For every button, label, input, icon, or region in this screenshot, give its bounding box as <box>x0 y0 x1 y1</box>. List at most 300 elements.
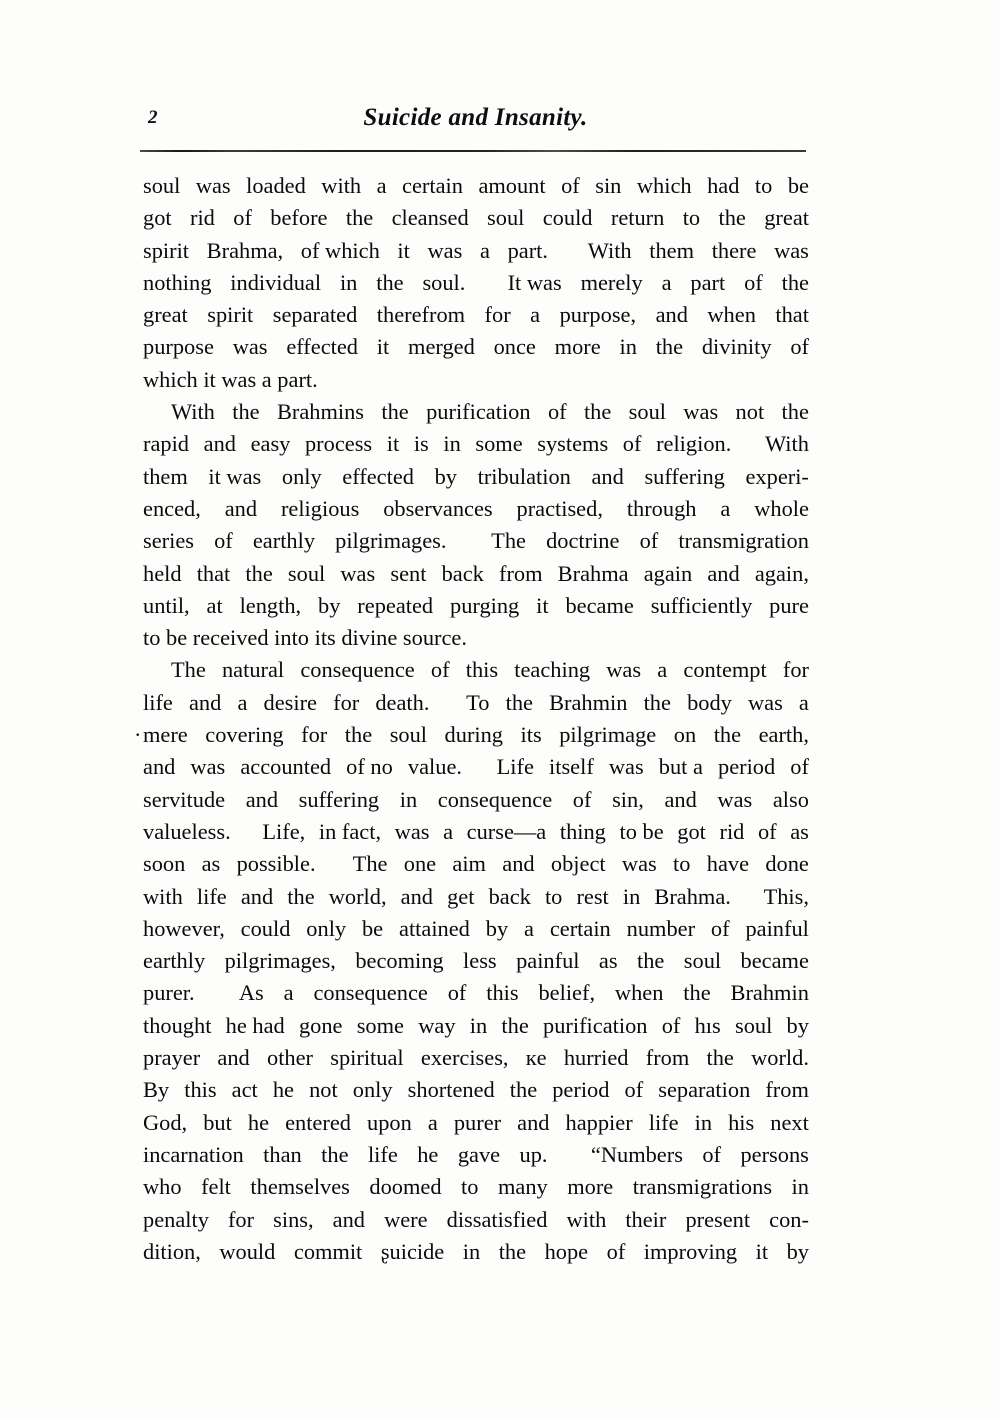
word: The <box>352 851 388 877</box>
line-content <box>143 558 809 590</box>
text-line <box>143 299 809 331</box>
word: enced, <box>143 495 201 521</box>
line-content <box>143 1236 809 1268</box>
word: soul <box>683 948 722 974</box>
text-line <box>143 751 809 783</box>
word: as <box>790 818 809 844</box>
word: the <box>718 205 746 231</box>
word: was <box>717 786 753 812</box>
word: process <box>304 431 373 457</box>
text-line <box>143 1074 809 1106</box>
text-line <box>134 719 809 751</box>
line-content <box>143 784 809 816</box>
word: held <box>143 560 182 586</box>
word: upon <box>367 1109 412 1135</box>
word: spiritual <box>330 1045 404 1071</box>
text-line <box>143 558 809 590</box>
word: in <box>694 1109 713 1135</box>
word: life <box>196 883 227 909</box>
word: and <box>217 1045 250 1071</box>
word: it <box>376 334 390 360</box>
word: of <box>572 786 592 812</box>
line-content <box>143 1042 809 1074</box>
word: consequence <box>300 657 415 683</box>
word: present <box>685 1206 751 1232</box>
word: of <box>622 431 642 457</box>
word: a <box>524 915 534 941</box>
word: soul. <box>422 269 466 295</box>
word: whole <box>754 495 809 521</box>
word: object <box>550 851 606 877</box>
word: shortened <box>407 1077 495 1103</box>
word: and <box>224 495 258 521</box>
word: became <box>740 948 809 974</box>
word: natural <box>221 657 285 683</box>
word: soon <box>143 851 186 877</box>
word: of <box>606 1238 626 1264</box>
text-line <box>143 525 809 557</box>
word: of <box>447 980 467 1006</box>
word: spirit <box>143 237 190 263</box>
word: the <box>706 1045 734 1071</box>
text-line <box>143 881 809 913</box>
word: his <box>728 1109 755 1135</box>
word: of <box>744 269 763 295</box>
word: purer. <box>143 980 195 1006</box>
word: was <box>621 851 657 877</box>
word: earthly <box>252 528 316 554</box>
word: happier <box>565 1109 633 1135</box>
word: the <box>643 689 671 715</box>
word: more <box>567 1174 614 1200</box>
word: the <box>344 722 373 748</box>
word: soul <box>628 399 666 425</box>
word: this <box>184 1077 217 1103</box>
word: sin <box>595 173 622 198</box>
word: great <box>764 205 809 231</box>
word: life <box>143 689 173 715</box>
word: and <box>707 560 740 586</box>
word: rapid <box>143 431 190 457</box>
word: effected <box>342 463 414 489</box>
word: and <box>332 1206 365 1232</box>
word: of <box>639 528 659 554</box>
word: there <box>711 237 757 263</box>
word: was <box>195 173 231 198</box>
word: in fact, <box>318 818 382 844</box>
word: was <box>608 754 644 780</box>
word: sins, <box>273 1206 314 1232</box>
line-content <box>143 848 809 880</box>
word: he had <box>225 1012 285 1038</box>
text-line <box>143 202 809 234</box>
word: religious <box>280 495 360 521</box>
word: could <box>240 915 291 941</box>
word: the <box>505 689 533 715</box>
word: and <box>517 1109 550 1135</box>
word: to <box>673 851 691 877</box>
word: The <box>491 528 526 554</box>
word: life <box>367 1141 398 1167</box>
word: for <box>333 689 360 715</box>
word: from <box>499 560 543 586</box>
sentence-gap <box>446 687 450 719</box>
word: a <box>376 173 387 198</box>
word: This, <box>763 883 809 909</box>
word: suffering <box>298 786 380 812</box>
word: of <box>561 173 580 198</box>
word: accounted <box>240 754 332 780</box>
word: and <box>400 883 434 909</box>
word: the <box>655 334 684 360</box>
text-line <box>143 977 809 1009</box>
text-line <box>143 396 809 428</box>
word: loaded <box>246 173 306 198</box>
text-line <box>143 331 809 363</box>
text-line <box>143 428 809 460</box>
word: purpose, <box>559 302 637 328</box>
word: one <box>403 851 437 877</box>
word: a <box>530 302 541 328</box>
line-content <box>143 719 809 751</box>
line-content <box>143 945 809 977</box>
word: transmigration <box>678 528 809 554</box>
word: before <box>270 205 328 231</box>
word: the <box>501 1012 529 1038</box>
word: than <box>263 1141 302 1167</box>
word: becoming <box>355 948 444 974</box>
word: a <box>720 495 731 521</box>
word: of <box>702 1141 722 1167</box>
word: curse—a <box>466 818 547 844</box>
word: with <box>321 173 362 198</box>
line-content <box>143 461 809 493</box>
word: again, <box>754 560 809 586</box>
word: was <box>394 818 430 844</box>
word: spirit <box>207 302 254 328</box>
text-line <box>143 945 809 977</box>
word: when <box>614 980 664 1006</box>
line-content <box>143 235 809 267</box>
word: Brahma, <box>206 237 284 263</box>
word: and <box>502 851 535 877</box>
word: God, <box>143 1109 188 1135</box>
word: hope <box>544 1238 589 1264</box>
word: The <box>171 657 206 683</box>
word: It was <box>507 269 562 295</box>
word: were <box>384 1206 428 1232</box>
sentence-gap <box>477 751 481 783</box>
word: a <box>661 269 672 295</box>
word: to <box>461 1174 479 1200</box>
word: its <box>520 722 542 748</box>
word: period <box>552 1077 610 1103</box>
word: to <box>544 883 563 909</box>
word: belief, <box>538 980 596 1006</box>
sentence-gap <box>746 428 750 460</box>
word: by <box>318 592 341 618</box>
word: merely <box>580 269 643 295</box>
line-content <box>143 913 809 945</box>
word: merged <box>408 334 475 360</box>
word: and <box>143 754 176 780</box>
word: also <box>772 786 809 812</box>
word: could <box>542 205 593 231</box>
text-line <box>143 1042 809 1074</box>
word: to <box>754 173 773 198</box>
word: painful <box>745 915 809 941</box>
text-line <box>143 235 809 267</box>
word: hıs <box>694 1012 721 1038</box>
word: but a <box>658 754 703 780</box>
word: gave <box>457 1141 501 1167</box>
word: commit <box>293 1238 363 1264</box>
word: “Numbers <box>590 1141 683 1167</box>
word: earthly <box>143 948 206 974</box>
word: of <box>661 1012 681 1038</box>
word: Brahma. <box>654 883 731 909</box>
word: it <box>386 431 400 457</box>
word: the <box>637 948 665 974</box>
word: not <box>735 399 765 425</box>
word: a <box>657 657 668 683</box>
word: rid <box>719 818 745 844</box>
word: a <box>237 689 248 715</box>
word: many <box>497 1174 548 1200</box>
text-line <box>143 622 809 654</box>
word: for <box>782 657 809 683</box>
word: aim <box>452 851 486 877</box>
text-line <box>143 493 809 525</box>
word: once <box>493 334 536 360</box>
word: and <box>188 689 222 715</box>
word: was <box>606 657 642 683</box>
word: doctrine <box>546 528 620 554</box>
text-line <box>143 784 809 816</box>
word: desire <box>263 689 317 715</box>
word: was <box>683 399 719 425</box>
sentence-gap <box>567 1139 571 1171</box>
word: transmigrations <box>632 1174 773 1200</box>
word: improving <box>643 1238 738 1264</box>
word: was <box>340 560 376 586</box>
word: soul <box>389 722 428 748</box>
word: only <box>306 915 347 941</box>
word: way <box>418 1012 456 1038</box>
word: in <box>462 1238 481 1264</box>
word: on <box>673 722 697 748</box>
word: With <box>587 237 632 263</box>
word: is <box>413 431 429 457</box>
word: it <box>536 592 549 618</box>
word: was <box>427 237 463 263</box>
word: To <box>466 689 490 715</box>
word: effected <box>286 334 358 360</box>
word: painful <box>516 948 580 974</box>
word: Life <box>496 754 534 780</box>
word: as <box>201 851 221 877</box>
word: in <box>619 334 637 360</box>
line-content <box>143 881 809 913</box>
word: of which <box>300 237 380 263</box>
word: in <box>469 1012 488 1038</box>
word: of <box>624 1077 644 1103</box>
word: tribulation <box>477 463 571 489</box>
word: purpose <box>143 334 214 360</box>
word: purification <box>426 399 531 425</box>
word: prayer <box>143 1045 201 1071</box>
word: valueless. <box>143 818 231 844</box>
text-line <box>143 170 809 202</box>
text-line <box>143 913 809 945</box>
word: felt <box>201 1174 231 1200</box>
word: some <box>356 1012 404 1038</box>
word: experi- <box>745 463 809 489</box>
word: it was <box>208 463 262 489</box>
word: of <box>790 334 809 360</box>
word: rid <box>190 205 215 231</box>
line-content <box>143 428 809 460</box>
sentence-gap <box>332 848 336 880</box>
scan-artifact-mark: · <box>134 722 142 748</box>
line-content <box>143 267 809 299</box>
word: not <box>309 1077 338 1103</box>
word: next <box>770 1109 809 1135</box>
word: soul <box>487 205 525 231</box>
word: period <box>718 754 776 780</box>
word: separation <box>658 1077 751 1103</box>
word: by <box>485 915 509 941</box>
word: a <box>443 818 454 844</box>
line-content <box>143 1107 809 1139</box>
word: would <box>219 1238 276 1264</box>
word: entered <box>285 1109 351 1135</box>
word: soul <box>287 560 326 586</box>
word: easy <box>250 431 291 457</box>
word: and <box>664 786 697 812</box>
word: by <box>786 1012 809 1038</box>
word: to be <box>619 818 664 844</box>
word: amount <box>478 173 546 198</box>
word: Brahmin <box>549 689 628 715</box>
text-line <box>143 816 809 848</box>
word: mere <box>143 722 188 748</box>
word: who <box>143 1174 182 1200</box>
text-line <box>143 461 809 493</box>
word: sent <box>390 560 427 586</box>
line-content: to be received into its divine source. <box>143 625 467 651</box>
word: covering <box>205 722 284 748</box>
word: part <box>690 269 726 295</box>
word: it <box>755 1238 769 1264</box>
word: religion. <box>656 431 732 457</box>
word: as <box>598 948 618 974</box>
word: earth, <box>758 722 809 748</box>
word: return <box>610 205 665 231</box>
word: only <box>352 1077 393 1103</box>
word: pilgrimages. <box>335 528 447 554</box>
word: he <box>272 1077 294 1103</box>
word: With <box>171 399 215 425</box>
word: rest <box>576 883 609 909</box>
word: By <box>143 1077 170 1103</box>
word: the <box>381 399 409 425</box>
word: separated <box>272 302 358 328</box>
sentence-gap <box>566 235 570 267</box>
word: contempt <box>683 657 767 683</box>
word: sufficiently <box>650 592 753 618</box>
line-content <box>143 1139 809 1171</box>
word: divinity <box>701 334 772 360</box>
page-number: 2 <box>148 107 158 128</box>
word: the <box>321 1141 349 1167</box>
word: cleansed <box>391 205 469 231</box>
line-content <box>143 590 809 622</box>
line-content <box>143 525 809 557</box>
word: series <box>143 528 194 554</box>
word: through <box>626 495 697 521</box>
word: thought <box>143 1012 212 1038</box>
word: this <box>465 657 499 683</box>
word: consequence <box>313 980 428 1006</box>
word: Brahmins <box>276 399 365 425</box>
word: and <box>245 786 279 812</box>
word: other <box>267 1045 314 1071</box>
word: body <box>687 689 732 715</box>
word: he <box>247 1109 270 1135</box>
word: the <box>376 269 404 295</box>
word: With <box>765 431 809 457</box>
word: however, <box>143 915 225 941</box>
word: the <box>287 883 315 909</box>
word: done <box>765 851 809 877</box>
sentence-gap <box>467 525 471 557</box>
word: dition, <box>143 1238 201 1264</box>
word: systems <box>537 431 609 457</box>
word: at <box>206 592 223 618</box>
word: world, <box>328 883 387 909</box>
word: the <box>781 269 809 295</box>
word: a <box>798 689 809 715</box>
word: thing <box>559 818 606 844</box>
line-content <box>143 977 809 1009</box>
word: soul <box>734 1012 773 1038</box>
word: great <box>143 302 188 328</box>
word: until, <box>143 592 190 618</box>
word: life <box>648 1109 679 1135</box>
word: from <box>765 1077 809 1103</box>
word: up. <box>519 1141 548 1167</box>
word: got <box>143 205 172 231</box>
word: gone <box>298 1012 343 1038</box>
text-line <box>143 590 809 622</box>
word: got <box>677 818 706 844</box>
word: in <box>791 1174 809 1200</box>
line-content <box>143 396 809 428</box>
word: a <box>427 1109 438 1135</box>
word: attained <box>399 915 470 941</box>
word: the <box>509 1077 538 1103</box>
sentence-gap <box>484 267 488 299</box>
word: part. <box>507 237 548 263</box>
word: value. <box>407 754 462 780</box>
word: from <box>645 1045 690 1071</box>
word: of no <box>346 754 393 780</box>
line-content <box>143 202 809 234</box>
word: doomed <box>369 1174 442 1200</box>
word: of <box>790 754 809 780</box>
word: some <box>475 431 523 457</box>
